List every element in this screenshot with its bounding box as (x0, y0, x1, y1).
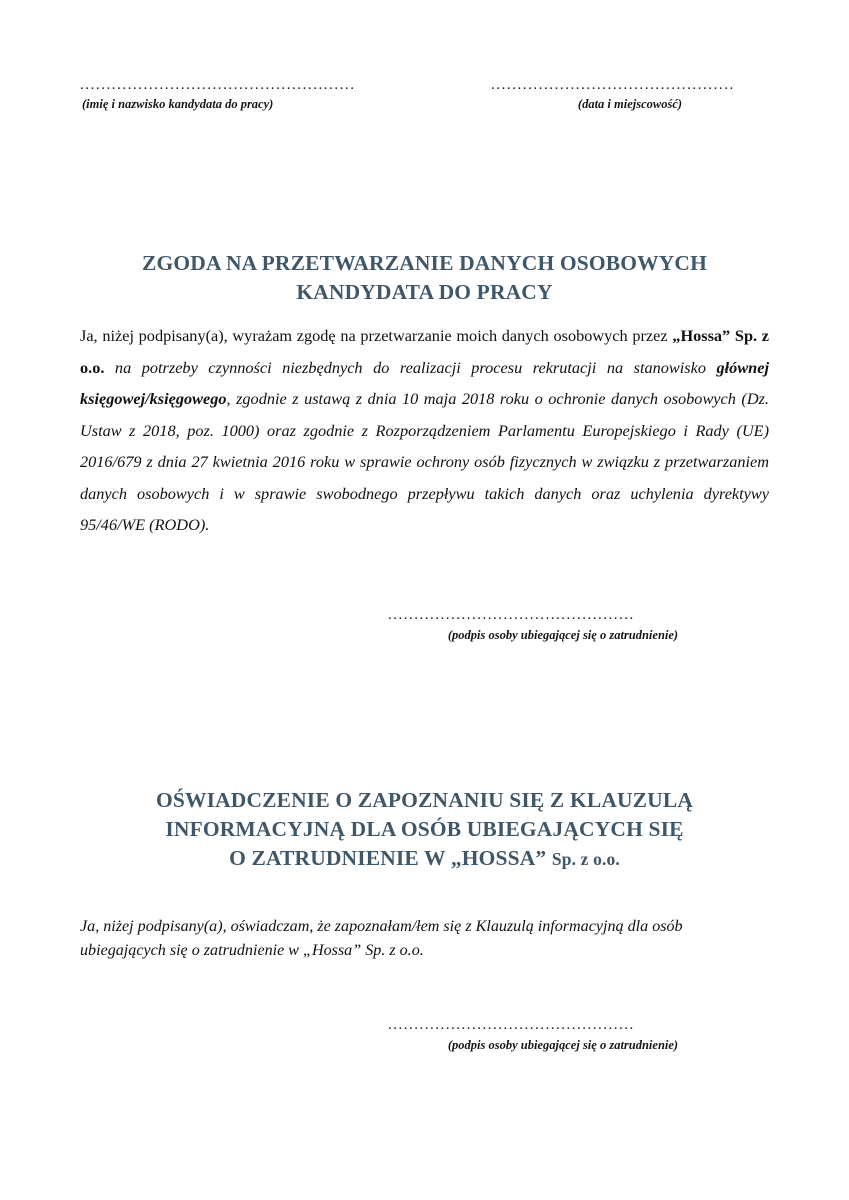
acknowledgement-paragraph (80, 915, 769, 963)
section-two-heading (80, 786, 769, 874)
section-two-heading-line-3-main: O ZATRUDNIENIE W „HOSSA” (229, 846, 552, 870)
section-one-heading (80, 249, 769, 307)
section-two-heading-line-3 (80, 844, 769, 874)
candidate-name-field (80, 78, 392, 112)
candidate-name-caption: (imię i nazwisko kandydata do pracy) (82, 97, 274, 111)
section-one-signature-dotted-line: ............................................... (388, 608, 635, 622)
consent-company-name: „Hossa” Sp. z o.o. (80, 326, 769, 377)
date-place-dotted-line: .............................................. (491, 78, 735, 92)
section-one-signature-field (388, 608, 738, 643)
section-two-heading-line-1: OŚWIADCZENIE O ZAPOZNANIU SIĘ Z KLAUZULĄ (155, 788, 694, 812)
section-one-heading-line-2: KANDYDATA DO PRACY (296, 280, 553, 304)
candidate-name-dotted-line: .................................................... (80, 78, 356, 92)
section-two-signature-dotted-line: ............................................... (388, 1018, 635, 1032)
section-two-heading-line-2: INFORMACYJNĄ DLA OSÓB UBIEGAJĄCYCH SIĘ (165, 817, 684, 841)
section-two-signature-field (388, 1018, 738, 1053)
date-place-caption: (data i miejscowość) (577, 97, 683, 111)
section-two-signature-caption: (podpis osoby ubiegającej się o zatrudnienie) (447, 1038, 679, 1052)
date-place-field (491, 78, 769, 112)
consent-text-part-1: Ja, niżej podpisany(a), wyrażam zgodę na przetwarzanie moich danych osobowych przez (80, 326, 673, 345)
section-one-heading-line-1: ZGODA NA PRZETWARZANIE DANYCH OSOBOWYCH (142, 251, 707, 275)
acknowledgement-text: Ja, niżej podpisany(a), oświadczam, że zapoznałam/łem się z Klauzulą informacyjną dla osób ubiegających się o zatrudnienie w „Hossa” Sp. z o.o. (80, 918, 683, 959)
consent-text-part-3: , zgodnie z ustawą z dnia 10 maja 2018 roku o ochronie danych osobowych (Dz. Ustaw z 2018, poz. 1000) oraz zgodnie z Rozporządzeniem Parlamentu Europejskiego i Rady (UE) 2016/679 z dnia 27 kwietnia 2016 roku w sprawie ochrony osób fizycznych w związku z przetwarzaniem danych osobowych i w sprawie swobodnego przepływu takich danych oraz uchylenia dyrektywy 95/46/WE (RODO). (80, 389, 769, 534)
consent-paragraph (80, 320, 769, 541)
top-fields-row (80, 78, 769, 112)
consent-position-name: głównej księgowej/księgowego (80, 357, 769, 408)
section-two-heading-line-3-suffix: Sp. z o.o. (551, 849, 620, 869)
consent-text-part-2: na potrzeby czynności niezbędnych do realizacji procesu rekrutacji na stanowisko (104, 357, 717, 377)
section-one-signature-caption: (podpis osoby ubiegającej się o zatrudnienie) (447, 628, 679, 642)
